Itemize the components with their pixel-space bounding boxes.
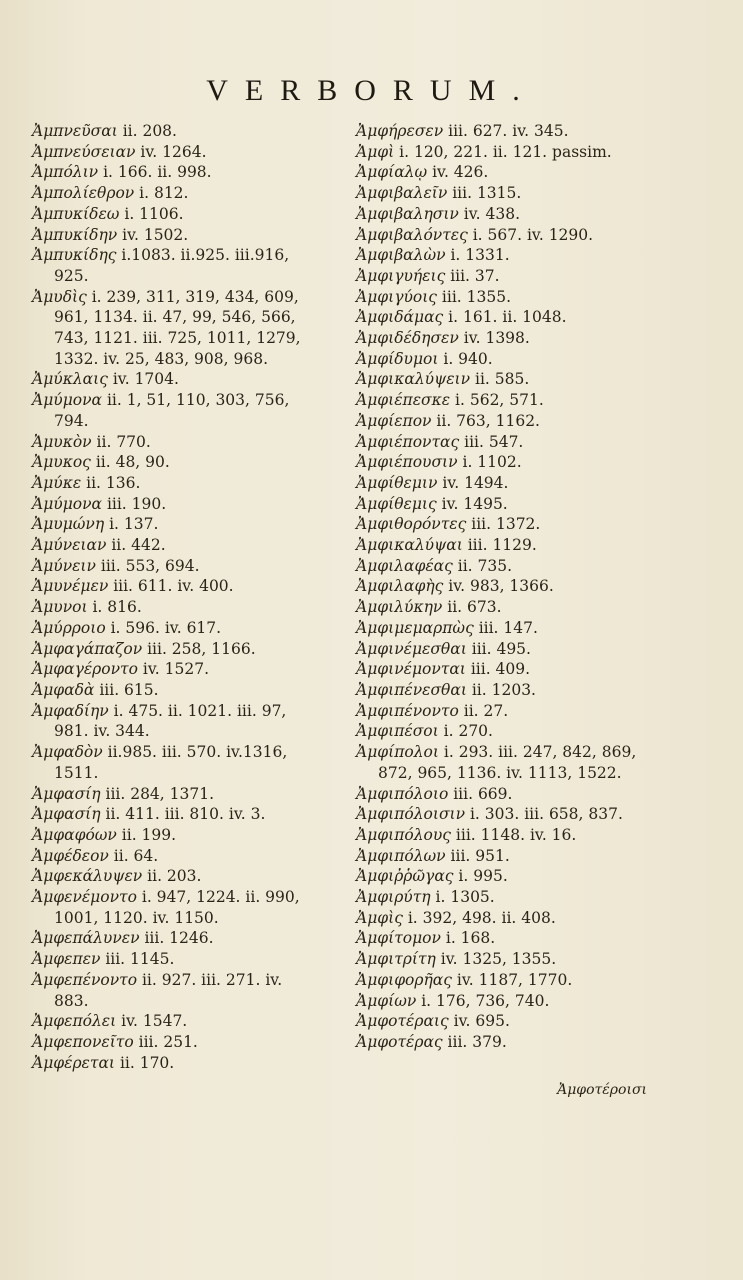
index-entry [356,266,726,287]
entry-references: iii. 1129. [467,536,537,555]
entry-headword: Ἀμφιγύοις [356,287,437,306]
index-entry [356,970,726,991]
entry-references: 961, 1134. ii. 47, 99, 546, 566, [54,308,296,327]
entry-headword: Ἀμύκε [32,473,82,492]
index-entry [32,390,342,411]
index-entry [356,846,726,867]
index-entry [356,183,726,204]
entry-references: i. 596. iv. 617. [110,618,222,637]
entry-references: i. 120, 221. ii. 121. passim. [399,142,612,161]
entry-references: i. 567. iv. 1290. [472,225,594,244]
entry-headword: Ἀμφαγάπαζον [32,639,143,658]
index-entry [32,742,342,763]
entry-references: iii. 627. iv. 345. [448,122,569,140]
entry-references: i. 161. ii. 1048. [448,308,567,327]
index-entry [32,162,342,183]
index-entry-continuation [356,763,726,784]
entry-headword: Ἀμφίων [356,991,417,1010]
index-entry [356,928,726,949]
entry-headword: Ἀμφίτομον [356,929,441,948]
index-entry [356,121,726,142]
index-column-right [356,121,726,1053]
index-entry [356,680,726,701]
index-entry [356,949,726,970]
entry-headword: Ἀμυμώνη [32,515,105,534]
index-entry-continuation [32,763,342,784]
index-entry [356,307,726,328]
entry-references: iii. 951. [450,846,510,865]
entry-headword: Ἀμφασίη [32,784,101,803]
entry-references: 925. [54,266,89,285]
entry-headword: Ἀμφιβαλὼν [356,246,446,265]
entry-headword: Ἀμφενέμοντο [32,888,137,907]
entry-references: ii. 442. [111,536,166,555]
index-entry-continuation [32,411,342,432]
entry-headword: Ἀμφιπόλων [356,846,446,865]
index-entry-continuation [32,307,342,328]
index-entry [32,949,342,970]
index-entry-continuation [32,721,342,742]
entry-references: iii. 190. [106,494,167,513]
entry-references: iv. 1494. [442,473,509,492]
entry-headword: Ἀμφεκάλυψεν [32,867,143,886]
index-entry [356,576,726,597]
index-entry [356,721,726,742]
entry-references: iii. 1246. [144,929,214,948]
entry-references: iii. 37. [450,266,500,285]
index-entry [356,452,726,473]
index-entry [32,928,342,949]
index-entry [356,287,726,308]
entry-headword: Ἀμφέδεον [32,846,109,865]
entry-headword: Ἀμφιλύκην [356,598,443,617]
entry-headword: Ἀμφεπεν [32,950,101,969]
index-entry [356,991,726,1012]
entry-headword: Ἀμφιπόλους [356,825,451,844]
entry-references: iv. 1187, 1770. [456,970,573,989]
entry-headword: Ἀμφαδίην [32,701,109,720]
entry-references: iv. 1325, 1355. [440,950,557,969]
entry-headword: Ἀμφασίη [32,805,101,824]
index-entry [356,390,726,411]
entry-references: i. 1305. [435,888,495,907]
entry-references: i. 293. iii. 247, 842, 869, [443,743,637,762]
index-entry [356,866,726,887]
index-entry [356,494,726,515]
entry-references: iii. 495. [471,639,531,658]
index-entry [32,659,342,680]
entry-references: 872, 965, 1136. iv. 1113, 1522. [378,763,622,782]
entry-headword: Ἀμφίθεμιν [356,473,438,492]
entry-references: i. 166. ii. 998. [103,163,212,182]
index-entry [356,328,726,349]
entry-headword: Ἀμφιπέσοι [356,722,439,741]
index-column-left [32,121,342,1073]
entry-headword: Ἀμύνειαν [32,536,107,555]
index-entry-continuation [32,991,342,1012]
entry-headword: Ἀμφὶς [356,908,403,927]
entry-headword: Ἀμφιῤῥῶγας [356,867,454,886]
entry-references: iv. 1264. [140,142,207,161]
entry-references: iii. 251. [138,1032,198,1051]
entry-headword: Ἀμφίπολοι [356,743,439,762]
index-entry [356,369,726,390]
index-entry [356,1011,726,1032]
index-entry [32,287,342,308]
entry-headword: Ἀμύρροιο [32,618,106,637]
entry-headword: Ἀμπυκίδης [32,246,117,265]
entry-headword: Ἀμφιλαφέας [356,556,453,575]
entry-references: iv. 1547. [121,1012,188,1031]
entry-references: i. 940. [443,349,493,368]
entry-headword: Ἀμφιδέδησεν [356,329,459,348]
entry-headword: Ἀμφιβαλόντες [356,225,468,244]
index-entry [356,639,726,660]
entry-references: ii. 208. [122,122,177,140]
entry-references: ii. 770. [96,432,151,451]
entry-headword: Ἀμφιλαφὴς [356,577,444,596]
index-entry [356,411,726,432]
entry-references: iv. 1502. [122,225,189,244]
entry-references: i. 1106. [124,204,184,223]
entry-headword: Ἀμφοτέρας [356,1032,443,1051]
entry-references: i. 239, 311, 319, 434, 609, [91,287,299,306]
entry-references: ii. 673. [447,598,502,617]
entry-headword: Ἀμπυκίδην [32,225,118,244]
entry-headword: Ἀμφεπένοντο [32,970,138,989]
index-entry [32,597,342,618]
entry-headword: Ἀμπόλιν [32,163,99,182]
index-entry [356,659,726,680]
entry-headword: Ἀμφοτέραις [356,1012,449,1031]
index-entry [32,204,342,225]
entry-headword: Ἀμφιθορόντες [356,515,467,534]
entry-references: ii. 1, 51, 110, 303, 756, [106,391,290,410]
entry-references: i. 1331. [450,246,510,265]
entry-headword: Ἀμφιέπουσιν [356,453,458,472]
entry-references: i. 303. iii. 658, 837. [469,805,623,824]
index-entry [32,1032,342,1053]
entry-headword: Ἀμφιγυήεις [356,266,446,285]
index-entry [32,866,342,887]
index-entry [32,514,342,535]
entry-references: ii. 48, 90. [95,453,170,472]
entry-references: ii. 411. iii. 810. iv. 3. [105,805,266,824]
index-entry [32,618,342,639]
running-header: VERBORUM. [206,74,537,107]
entry-headword: Ἀμυδὶς [32,287,87,306]
entry-references: i. 176, 736, 740. [421,991,550,1010]
entry-headword: Ἀμφιμεμαρπὼς [356,618,474,637]
entry-references: ii. 1203. [471,680,536,699]
entry-references: ii. 64. [113,846,159,865]
entry-references: 743, 1121. iii. 725, 1011, 1279, [54,329,301,348]
entry-references: i. 392, 498. ii. 408. [407,908,556,927]
index-entry [356,162,726,183]
entry-references: 1511. [54,763,99,782]
index-entry [32,183,342,204]
index-entry [32,887,342,908]
index-entry [356,804,726,825]
entry-references: 883. [54,991,89,1010]
entry-references: i. 562, 571. [455,391,544,410]
index-entry [32,1053,342,1074]
entry-headword: Ἀμφαγέροντο [32,660,138,679]
index-entry [32,804,342,825]
entry-references: ii. 927. iii. 271. iv. [141,970,283,989]
index-entry [356,597,726,618]
index-entry [32,1011,342,1032]
entry-references: iv. 1704. [112,370,179,389]
entry-references: i. 995. [458,867,508,886]
index-entry [356,535,726,556]
index-entry [356,349,726,370]
entry-headword: Ἀμφικαλύψαι [356,536,463,555]
entry-headword: Ἀμφαφόων [32,825,117,844]
entry-references: iii. 553, 694. [100,556,200,575]
entry-references: i. 812. [139,184,189,203]
entry-references: i. 137. [109,515,159,534]
entry-references: iii. 1372. [471,515,541,534]
index-entry [356,1032,726,1053]
index-entry-continuation [32,908,342,929]
entry-headword: Ἀμφιφορῆας [356,970,452,989]
entry-headword: Ἀμυνέμεν [32,577,109,596]
entry-references: i. 816. [92,598,142,617]
entry-references: i. 475. ii. 1021. iii. 97, [113,701,287,720]
entry-references: iii. 611. iv. 400. [113,577,234,596]
entry-references: iv. 438. [463,204,521,223]
index-entry [32,970,342,991]
entry-headword: Ἀμφιέπεσκε [356,391,451,410]
entry-headword: Ἀμπνεύσειαν [32,142,136,161]
entry-headword: Ἀμύνειν [32,556,96,575]
entry-references: iii. 1145. [105,950,175,969]
entry-references: ii. 199. [121,825,177,844]
index-entry [356,473,726,494]
entry-headword: Ἀμύμονα [32,391,102,410]
entry-headword: Ἀμφιέποντας [356,432,460,451]
index-entry [32,576,342,597]
entry-references: iii. 1355. [441,287,512,306]
entry-references: iv. 1527. [142,660,209,679]
entry-references: iii. 409. [470,660,531,679]
index-entry [32,535,342,556]
index-entry [32,556,342,577]
entry-references: i.1083. ii.925. iii.916, [121,246,290,265]
index-entry [32,494,342,515]
entry-references: ii. 136. [86,473,141,492]
entry-headword: Ἀμυνοι [32,598,88,617]
entry-headword: Ἀμφινέμεσθαι [356,639,467,658]
entry-headword: Ἀμφιτρίτη [356,950,436,969]
index-entry [356,701,726,722]
index-entry [32,452,342,473]
entry-headword: Ἀμφὶ [356,142,395,161]
entry-references: i. 1102. [462,453,522,472]
entry-headword: Ἀμφιβαλεῖν [356,184,448,203]
entry-headword: Ἀμπολίεθρον [32,184,135,203]
entry-references: 981. iv. 344. [54,722,150,741]
index-entry [32,784,342,805]
index-entry [356,618,726,639]
entry-headword: Ἀμφίαλῳ [356,163,428,182]
index-entry [32,680,342,701]
entry-headword: Ἀμφιπόλοισιν [356,805,466,824]
entry-headword: Ἀμφικαλύψειν [356,370,471,389]
entry-headword: Ἀμφιβαλησιν [356,204,459,223]
entry-headword: Ἀμφήρεσεν [356,122,444,140]
index-entry [356,204,726,225]
index-entry [356,245,726,266]
entry-headword: Ἀμφεπάλυνεν [32,929,140,948]
index-entry-continuation [32,266,342,287]
entry-references: iv. 1398. [463,329,530,348]
entry-references: iii. 615. [99,680,159,699]
index-entry [32,121,342,142]
entry-references: iii. 284, 1371. [105,784,215,803]
entry-headword: Ἀμφιπένοντο [356,701,459,720]
entry-references: ii. 735. [457,556,513,575]
entry-references: ii. 27. [463,701,509,720]
entry-headword: Ἀμφιπένεσθαι [356,680,467,699]
entry-references: ii.985. iii. 570. iv.1316, [107,743,288,762]
index-entry-continuation [32,349,342,370]
entry-references: iii. 1315. [452,184,522,203]
entry-headword: Ἀμφιπόλοιο [356,784,449,803]
index-entry [356,908,726,929]
index-entry [32,369,342,390]
entry-references: 794. [54,411,89,430]
entry-references: ii. 203. [147,867,202,886]
entry-references: iv. 695. [453,1012,510,1031]
index-entry [32,245,342,266]
index-entry [356,556,726,577]
entry-references: iii. 258, 1166. [147,639,256,658]
entry-headword: Ἀμφίθεμις [356,494,437,513]
entry-references: 1332. iv. 25, 483, 908, 968. [54,349,268,368]
entry-references: i. 947, 1224. ii. 990, [141,888,300,907]
entry-references: iv. 426. [432,163,489,182]
entry-references: iv. 1495. [441,494,508,513]
index-entry [356,432,726,453]
index-entry [32,432,342,453]
catchword: Ἀμφοτέροισι [557,1082,647,1098]
entry-references: iii. 379. [447,1032,507,1051]
entry-headword: Ἀμφινέμονται [356,660,466,679]
entry-headword: Ἀμφιδάμας [356,308,444,327]
index-entry [32,142,342,163]
index-entry [356,225,726,246]
entry-references: ii. 585. [475,370,530,389]
entry-headword: Ἀμυκὸν [32,432,92,451]
index-entry [32,701,342,722]
entry-headword: Ἀμφεπονεῖτο [32,1032,134,1051]
entry-references: iv. 983, 1366. [448,577,554,596]
index-entry [356,784,726,805]
entry-references: iii. 147. [478,618,538,637]
entry-references: 1001, 1120. iv. 1150. [54,908,219,927]
index-entry [32,473,342,494]
entry-headword: Ἀμπνεῦσαι [32,122,118,140]
entry-references: ii. 170. [119,1053,175,1072]
index-entry [32,846,342,867]
entry-references: iii. 547. [464,432,524,451]
entry-headword: Ἀμφεπόλει [32,1012,117,1031]
entry-headword: Ἀμπυκίδεω [32,204,120,223]
index-entry-continuation [32,328,342,349]
entry-references: ii. 763, 1162. [436,411,540,430]
index-entry [32,825,342,846]
index-entry [356,887,726,908]
entry-headword: Ἀμύκλαις [32,370,108,389]
index-entry [32,225,342,246]
entry-headword: Ἀμυκος [32,453,91,472]
entry-headword: Ἀμφίδυμοι [356,349,439,368]
entry-references: iii. 1148. iv. 16. [455,825,577,844]
entry-headword: Ἀμφίεπον [356,411,432,430]
entry-headword: Ἀμφιρύτη [356,888,431,907]
index-entry [356,514,726,535]
entry-references: i. 270. [443,722,493,741]
entry-headword: Ἀμφέρεται [32,1053,115,1072]
index-entry [32,639,342,660]
entry-references: iii. 669. [453,784,513,803]
index-entry [356,742,726,763]
entry-headword: Ἀμφαδὰ [32,680,95,699]
index-entry [356,142,726,163]
entry-headword: Ἀμφαδὸν [32,743,103,762]
entry-references: i. 168. [445,929,496,948]
entry-headword: Ἀμύμονα [32,494,102,513]
index-entry [356,825,726,846]
